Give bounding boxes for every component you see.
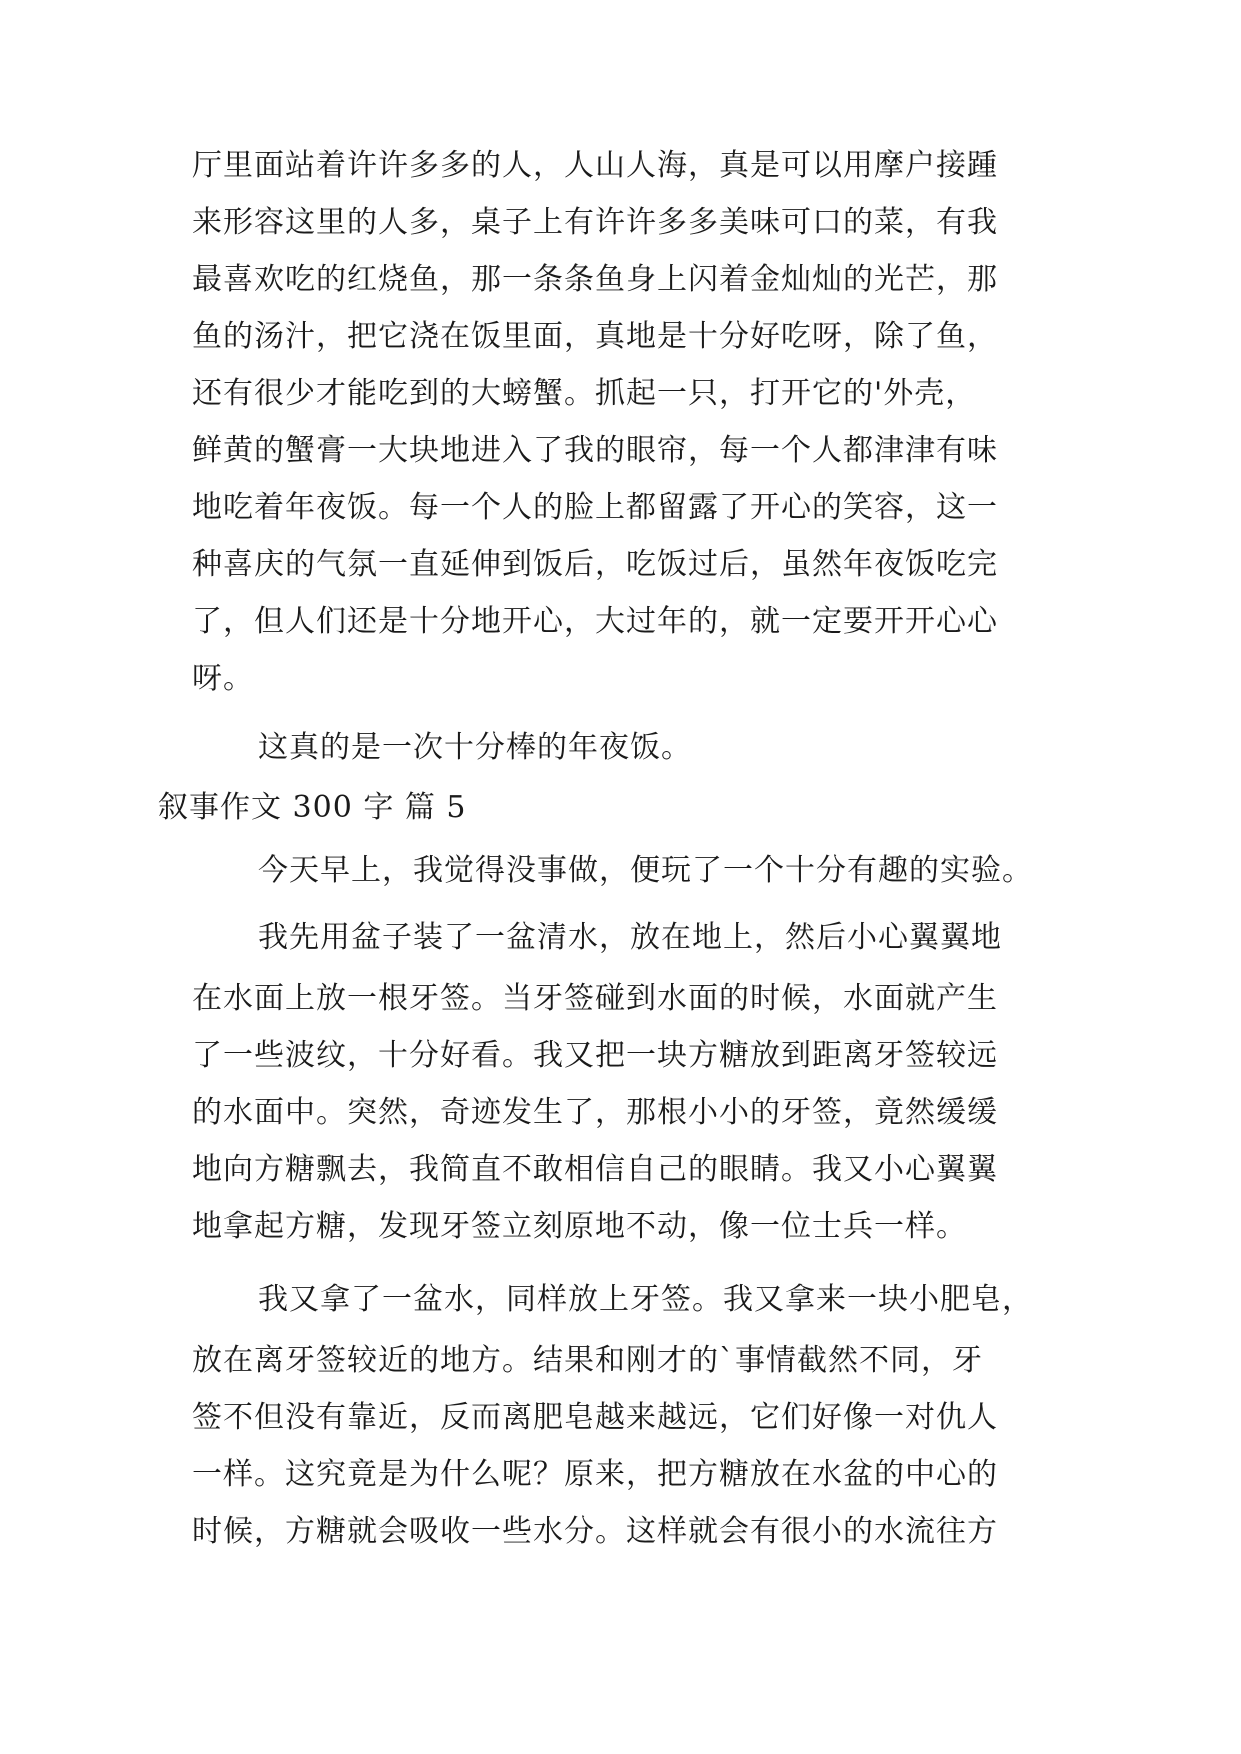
paragraph-line: 今天早上，我觉得没事做，便玩了一个十分有趣的实验。 xyxy=(258,853,1033,888)
text-line: 一样。这究竟是为什么呢？原来，把方糖放在水盆的中心的 xyxy=(192,1457,998,1492)
paragraph-line: 这真的是一次十分棒的年夜饭。 xyxy=(258,730,692,765)
text-line: 地拿起方糖，发现牙签立刻原地不动，像一位士兵一样。 xyxy=(192,1209,967,1244)
text-line: 地向方糖飘去，我简直不敢相信自己的眼睛。我又小心翼翼 xyxy=(192,1152,998,1187)
text-line: 鲜黄的蟹膏一大块地进入了我的眼帘，每一个人都津津有味 xyxy=(192,433,998,468)
text-line: 来形容这里的人多，桌子上有许许多多美味可口的菜，有我 xyxy=(192,205,998,240)
paragraph-line: 我先用盆子装了一盆清水，放在地上，然后小心翼翼地 xyxy=(258,920,1002,955)
text-line: 在水面上放一根牙签。当牙签碰到水面的时候，水面就产生 xyxy=(192,981,998,1016)
text-line: 呀。 xyxy=(192,661,254,696)
text-line: 最喜欢吃的红烧鱼，那一条条鱼身上闪着金灿灿的光芒，那 xyxy=(192,262,998,297)
text-line: 厅里面站着许许多多的人，人山人海，真是可以用摩户接踵 xyxy=(192,148,998,183)
text-line: 地吃着年夜饭。每一个人的脸上都留露了开心的笑容，这一 xyxy=(192,490,998,525)
text-line: 种喜庆的气氛一直延伸到饭后，吃饭过后，虽然年夜饭吃完 xyxy=(192,547,998,582)
text-line: 的水面中。突然，奇迹发生了，那根小小的牙签，竟然缓缓 xyxy=(192,1095,998,1130)
text-line: 了一些波纹，十分好看。我又把一块方糖放到距离牙签较远 xyxy=(192,1038,998,1073)
section-heading: 叙事作文 300 字 篇 5 xyxy=(158,790,467,825)
text-line: 鱼的汤汁，把它浇在饭里面，真地是十分好吃呀，除了鱼， xyxy=(192,319,998,354)
text-line: 了，但人们还是十分地开心，大过年的，就一定要开开心心 xyxy=(192,604,998,639)
text-line: 签不但没有靠近，反而离肥皂越来越远，它们好像一对仇人 xyxy=(192,1400,998,1435)
text-line: 放在离牙签较近的地方。结果和刚才的`事情截然不同，牙 xyxy=(192,1343,983,1378)
text-line: 时候，方糖就会吸收一些水分。这样就会有很小的水流往方 xyxy=(192,1514,998,1549)
paragraph-line: 我又拿了一盆水，同样放上牙签。我又拿来一块小肥皂， xyxy=(258,1282,1033,1317)
text-line: 还有很少才能吃到的大螃蟹。抓起一只，打开它的'外壳， xyxy=(192,376,977,411)
